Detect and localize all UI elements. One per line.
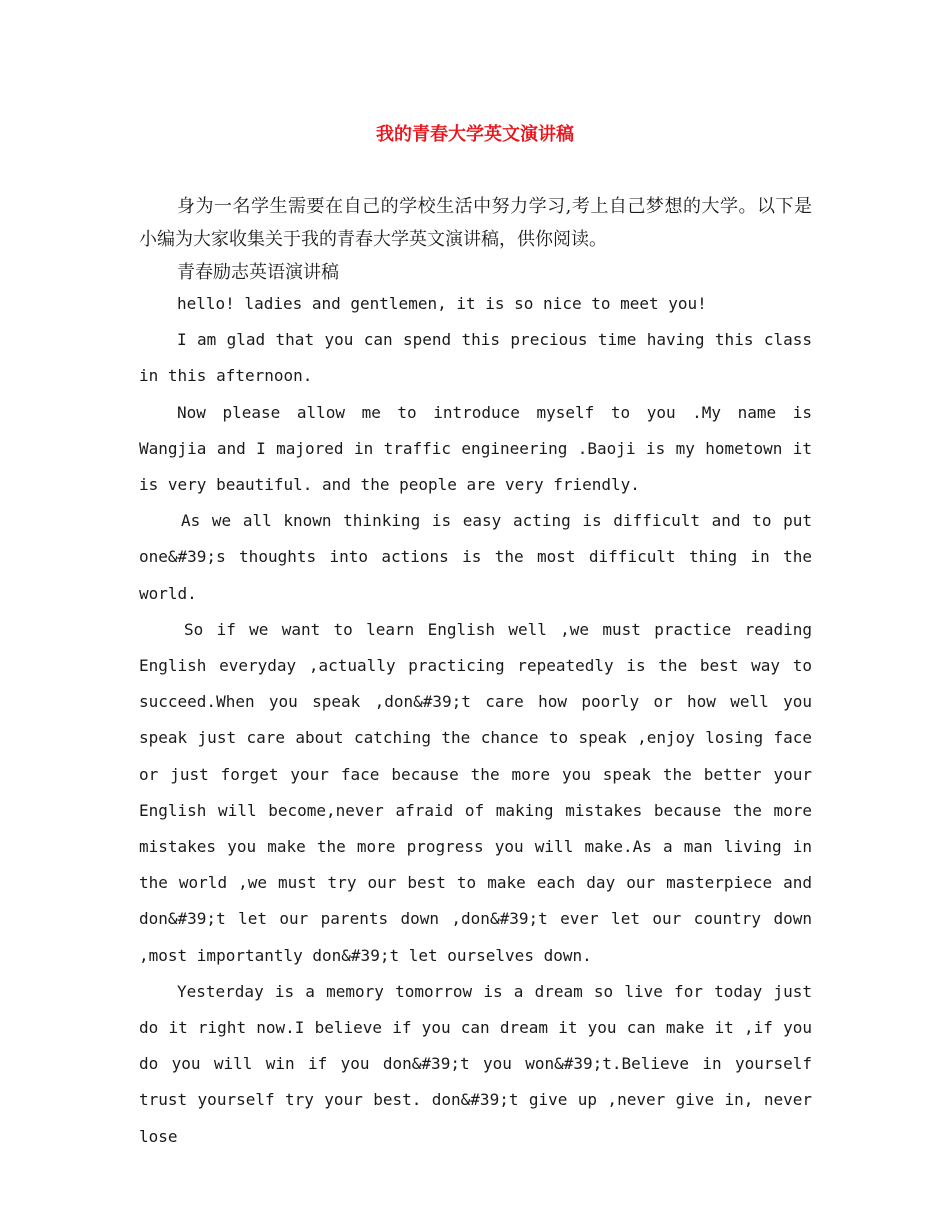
body-paragraph: As we all known thinking is easy acting is difficult and to put one&#39;s thoughts into actions is the most difficult thing in the world.: [139, 511, 812, 603]
greeting-paragraph: hello! ladies and gentlemen, it is so nice to meet you!: [177, 294, 707, 313]
section-subheading: 青春励志英语演讲稿: [177, 262, 339, 283]
body-paragraph: Yesterday is a memory tomorrow is a dream so live for today just do it right now.I believe if you can dream it you can make it ,if you do you will win if you don&#39;t you won&#39;t.Believe in yourself trust yourself try your best. don&#39;t give up ,never give in, never lose: [139, 981, 812, 1146]
body-paragraph: Now please allow me to introduce myself to you .My name is Wangjia and I majored in traffic engineering .Baoji is my hometown it is very beautiful. and the people are very friendly.: [139, 402, 812, 495]
intro-paragraph: 身为一名学生需要在自己的学校生活中努力学习,考上自己梦想的大学。以下是小编为大家收集关于我的青春大学英文演讲稿，供你阅读。: [139, 196, 812, 250]
document-body: [139, 190, 812, 1155]
body-paragraph: So if we want to learn English well ,we must practice reading English everyday ,actually practicing repeatedly is the best way to succeed.When you speak ,don&#39;t care how poorly or how well you speak just care about catching the chance to speak ,enjoy losing face or just forget your face because the more you speak the better your English will become,never afraid of making mistakes because the more mistakes you make the more progress you will make.As a man living in the world ,we must try our best to make each day our masterpiece and don&#39;t let our parents down ,don&#39;t ever let our country down ,most importantly don&#39;t let ourselves down.: [139, 619, 812, 965]
document-title: 我的青春大学英文演讲稿: [376, 124, 574, 145]
body-paragraph: I am glad that you can spend this precious time having this class in this afternoon.: [139, 330, 812, 386]
